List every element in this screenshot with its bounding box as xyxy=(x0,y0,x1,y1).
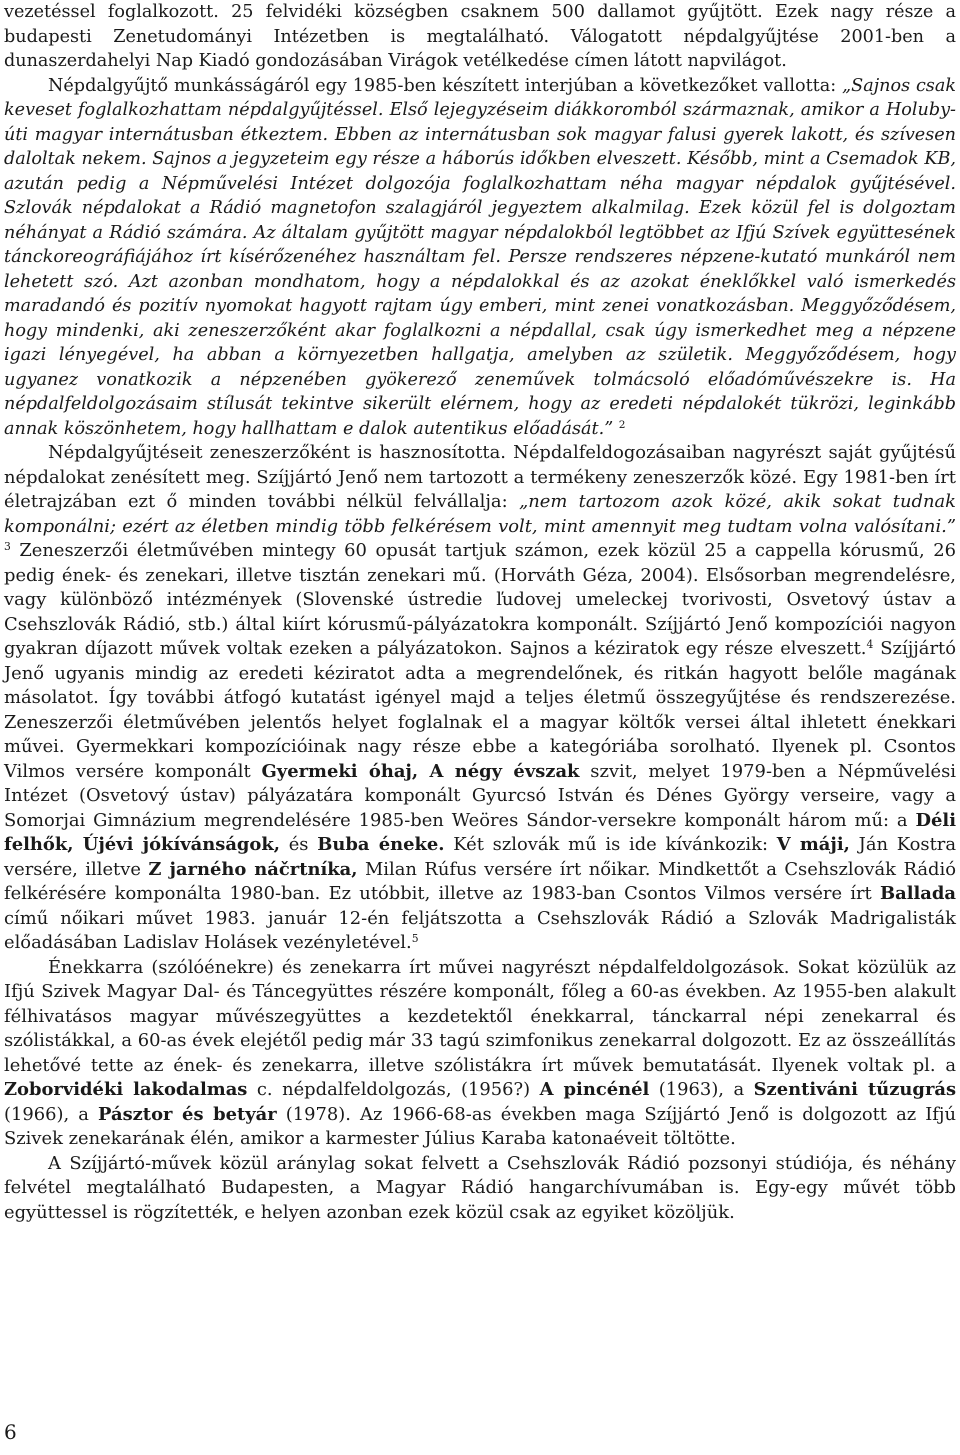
work-title-a-pincenel: A pincénél xyxy=(539,1079,650,1100)
paragraph-interview xyxy=(4,74,956,442)
works-text-9: című nőikari művet 1983. január 12-én feljátszotta a Csehszlovák Rádió a Szlovák Madrigalisták előadásában Ladislav Holásek vezényletével. xyxy=(4,907,956,953)
work-title-buba-eneke: Buba éneke. xyxy=(317,834,445,855)
orchestral-text-5: (1978). Az 1966-68-as években maga Szíjjártó Jenő is dolgozott az Ifjú Szivek zenekarának élén, amikor a karmester Július Karaba katonaéveit töltötte. xyxy=(4,1103,956,1149)
footnote-ref-3: 3 xyxy=(4,540,11,554)
orchestral-text-3: (1963), a xyxy=(649,1079,754,1100)
orchestral-text-4: (1966), a xyxy=(4,1103,99,1125)
interview-quote: „Sajnos csak keveset foglalkozhattam népdalgyűjtéssel. Első lejegyzéseim diákkoromból származnak, amikor a Holuby-úti magyar internátusban étkeztem. Ebben az internátusban sok magyar falusi gyerek lakott, és szívesen daloltak nekem. Sajnos a jegyzeteim egy része a háborús időkben elveszett. Később, mint a Csemadok KB, azután pedig a Népművelési Intézet dolgozója foglalkozhattam néha magyar népdalok gyűjtésével. Szlovák népdalokat a Rádió magnetofon szalagjáról jegyeztem alkalmilag. Ezek közül fel is dolgoztam néhányat a Rádió számára. Az általam gyűjtött magyar népdalokból legtöbbet az Ifjú Szívek együttesének tánckoreográfiájához írt kísérőzenéhez használtam fel. Persze rendszeres népzene-kutató munkáról nem lehetett szó. Azt azonban mondhatom, hogy a népdalokkal és az azokat éneklőkkel való ismerkedés maradandó és pozitív nyomokat hagyott rajtam úgy emberi, mint zenei vonatkozásban. Meggyőződésem, hogy mindenki, aki zeneszerzőként akar foglalkozni a népdallal, csak úgy ismerkedhet meg a népzene igazi lényegével, ha abban a környezetben hallgatja, amelyben az születik. Meggyőződésem, hogy ugyanez vonatkozik a népzenében gyökerező zeneművek tolmácsoló előadóművészekre is. Ha népdalfeldolgozásaim stílusát tekintve sikerült elérnem, hogy az eredeti népdalokét tükrözi, leginkább annak köszönhetem, hogy hallhattam e dalok autentikus előadását.” xyxy=(4,75,956,439)
work-title-pasztor-es-betyar: Pásztor és betyár xyxy=(98,1103,277,1125)
works-text-7: Ján Kostra versére, illetve xyxy=(4,834,956,880)
paragraph-works xyxy=(4,441,956,956)
paragraph-intro-text: vezetéssel foglalkozott. 25 felvidéki községben csaknem 500 dallamot gyűjtött. Ezek nagy része a budapesti Zenetudományi Intézetben is megtalálható. Válogatott népdalgyűjtése 2001-ben a dunaszerdahelyi Nap Kiadó gondozásában Virágok vetélkedése címen látott napvilágot. xyxy=(4,2,956,71)
interview-lead-text: Népdalgyűjtő munkásságáról egy 1985-ben készített interjúban a következőket vallotta: xyxy=(48,75,843,96)
works-text-3: Szíjjártó Jenő ugyanis mindig az eredeti kéziratot adta a megrendelőnek, és ritkán hagyott belőle magának másolatot. Így további átfogó kutatást igényel majd a teljes életmű összegyűjtése és rendszerezése. Zeneszerzői életművében jelentős helyet foglalnak el a magyar költők versei által ihletett énekkari művei. Gyermekkari kompozícióinak nagy része ebbe a kategóriába sorolható. Ilyenek pl. Csontos Vilmos versére komponált xyxy=(4,638,956,782)
works-text-1: Népdalgyűjtéseit zeneszerzőként is hasznosította. Népdalfeldogozásaiban nagyrészt saját gyűjtésű népdalokat zenésített meg. Szíjjártó Jenő nem tartozott a termékeny zeneszerzők közé. Egy 1981-ben írt életrajzában ezt ő minden további nélkül felvállalja: xyxy=(4,442,956,512)
footnote-ref-4: 4 xyxy=(866,638,874,652)
work-title-z-jarneho-nacrtnika: Z jarného náčrtníka, xyxy=(148,858,358,880)
work-title-zoborvideki-lakodalmas: Zoborvidéki lakodalmas xyxy=(4,1079,248,1100)
footnote-ref-5: 5 xyxy=(411,932,419,946)
orchestral-text-1: Énekkarra (szólóénekre) és zenekarra írt művei nagyrészt népdalfeldolgozások. Sokat közülük az Ifjú Szivek Magyar Dal- és Táncegyüttes részére komponált, főleg a 60-as években. Az 1955-ben alakult félhivatásos magyar művészegyüttes a kezdetektől énekkarral, tánckarral népi zenekarral és szólistákkal, a 60-as évek elejétől pedig már 33 tagú szimfonikus zenekarral dolgozott. Ez az összeállítás lehetővé tette az ének- és zenekarra, illetve szólistákra írt művek bemutatását. Ilyenek voltak pl. a xyxy=(4,956,956,1076)
paragraph-recordings xyxy=(4,1152,956,1226)
orchestral-text-2: c. népdalfeldolgozás, (1956?) xyxy=(247,1079,540,1100)
page-number: 6 xyxy=(4,1420,17,1444)
paragraph-intro xyxy=(4,0,956,74)
work-title-v-maji: V máji, xyxy=(776,834,850,855)
footnote-ref-2: 2 xyxy=(618,418,626,431)
works-text-5: és xyxy=(279,834,318,855)
document-page xyxy=(4,0,956,1225)
biography-quote: „nem tartozom azok közé, akik sokat tudnak komponálni; ezért az életben mindig több felkérésem volt, mint amennyit meg tudtam volna valósítani.” xyxy=(4,491,956,537)
work-title-deli-felhok: Déli felhők, Újévi jókívánságok, xyxy=(4,809,956,855)
works-text-8: Milan Rúfus versére írt nőikar. Mindkettőt a Csehszlovák Rádió felkérésére komponálta 1980-ban. Ez utóbbit, illetve az 1983-ban Csontos Vilmos versére írt xyxy=(4,858,956,904)
paragraph-orchestral xyxy=(4,956,956,1152)
work-title-ballada: Ballada xyxy=(879,883,956,904)
works-text-2: Zeneszerzői életművében mintegy 60 opusát tartjuk számon, ezek közül 25 a cappella kórusmű, 26 pedig ének- és zenekari, illetve tisztán zenekari mű. (Horváth Géza, 2004). Elsősorban megrendelésre, vagy különböző intézmények (Slovenské ústredie ľudovej umeleckej tvorivosti, Osvetový ústav a Csehszlovák Rádió, stb.) által kiírt kórusmű-pályázatokra komponált. Szíjjártó Jenő kompozíciói nagyon gyakran díjazott művek voltak ezeken a pályázatokon. Sajnos a kéziratok egy része elveszett. xyxy=(4,540,956,659)
recordings-text: A Szíjjártó-művek közül aránylag sokat felvett a Csehszlovák Rádió pozsonyi stúdiója, és néhány felvétel megtalálható Budapesten, a Magyar Rádió hangarchívumában is. Egy-egy művét több együttessel is rögzítették, e helyen azonban ezek közül csak az egyiket közöljük. xyxy=(4,1152,956,1223)
work-title-gyermeki-ohaj: Gyermeki óhaj, A négy évszak xyxy=(261,760,580,782)
works-text-4: szvit, melyet 1979-ben a Népművelési Intézet (Osvetový ústav) pályázatára komponált Gyurcsó István és Dénes György verseire, vagy a Somorjai Gimnázium megrendelésére 1985-ben Weöres Sándor-versekre komponált három mű: a xyxy=(4,760,956,831)
work-title-szentivani-tuzugras: Szentiváni tűzugrás xyxy=(753,1079,957,1100)
works-text-6: Két szlovák mű is ide kívánkozik: xyxy=(444,834,777,855)
